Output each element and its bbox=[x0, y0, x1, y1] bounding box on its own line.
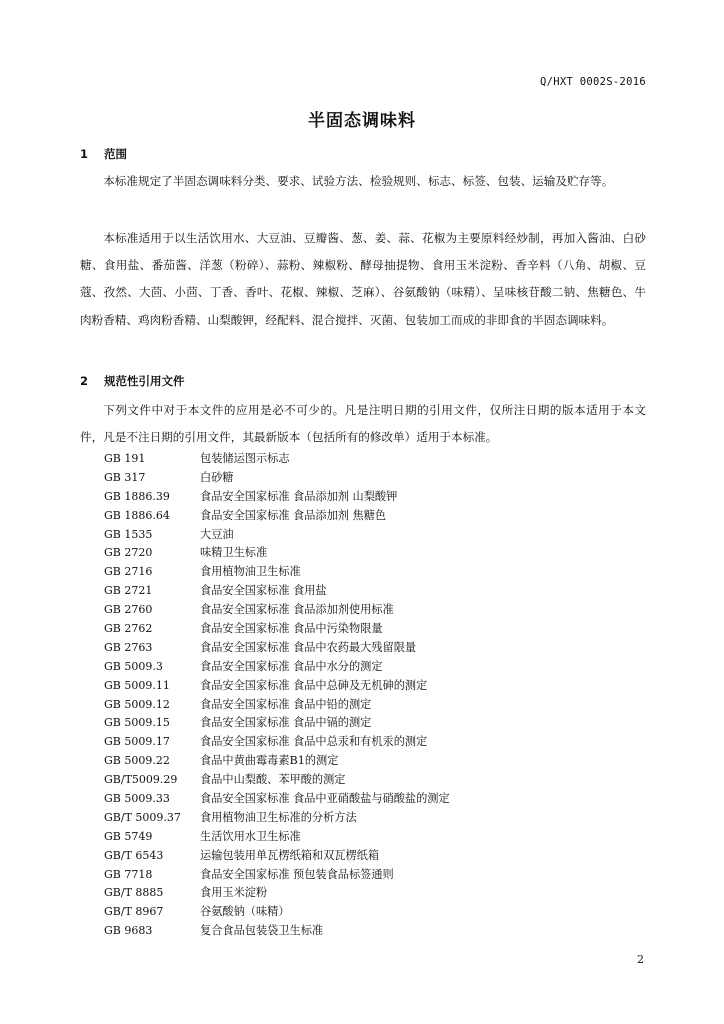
reference-name: 食品安全国家标准 食品中总砷及无机砷的测定 bbox=[200, 678, 428, 692]
reference-item bbox=[104, 563, 644, 582]
reference-code: GB 5009.15 bbox=[104, 716, 170, 730]
reference-name: 食品安全国家标准 食品中镉的测定 bbox=[200, 716, 372, 730]
reference-name: 白砂糖 bbox=[200, 470, 234, 484]
reference-item bbox=[104, 450, 644, 469]
reference-code: GB/T 6543 bbox=[104, 848, 164, 862]
reference-code: GB 7718 bbox=[104, 867, 153, 881]
reference-item bbox=[104, 866, 644, 885]
reference-code: GB/T5009.29 bbox=[104, 773, 178, 787]
reference-name: 食品安全国家标准 食品添加剂 焦糖色 bbox=[200, 508, 387, 522]
reference-name: 食品安全国家标准 食品添加剂使用标准 bbox=[200, 603, 394, 617]
section-1-paragraph-2: 本标准适用于以生活饮用水、大豆油、豆瓣酱、葱、姜、蒜、花椒为主要原料经炒制，再加入酱油、白砂糖、食用盐、番茄酱、洋葱（粉碎）、蒜粉、辣椒粉、酵母抽提物、食用玉米淀粉、香辛料（八角、胡椒、豆蔻、孜然、大茴、小茴、丁香、香叶、花椒、辣椒、芝麻）、谷氨酸钠（味精）、呈味核苷酸二钠、焦糖色、牛肉粉香精、鸡肉粉香精、山梨酸钾，经配料、混合搅拌、灭菌、包装加工而成的非即食的半固态调味料。 bbox=[80, 231, 646, 327]
reference-item bbox=[104, 526, 644, 545]
reference-item bbox=[104, 658, 644, 677]
reference-name: 味精卫生标准 bbox=[200, 546, 268, 560]
reference-item bbox=[104, 828, 644, 847]
reference-code: GB 5009.11 bbox=[104, 678, 170, 692]
reference-code: GB 2716 bbox=[104, 565, 153, 579]
standard-code: Q/HXT 0002S-2016 bbox=[540, 76, 646, 88]
reference-item bbox=[104, 847, 644, 866]
document-title: 半固态调味料 bbox=[308, 111, 416, 131]
reference-name: 复合食品包装袋卫生标准 bbox=[200, 924, 324, 938]
reference-name: 谷氨酸钠（味精） bbox=[200, 905, 290, 919]
reference-name: 食用植物油卫生标准 bbox=[200, 565, 301, 579]
reference-code: GB 5009.17 bbox=[104, 735, 170, 749]
reference-name: 食品中黄曲霉毒素B1的测定 bbox=[200, 754, 339, 768]
reference-code: GB 2720 bbox=[104, 546, 153, 560]
section-2-number: 2 bbox=[80, 374, 89, 388]
reference-item bbox=[104, 507, 644, 526]
reference-code: GB 5009.33 bbox=[104, 792, 170, 806]
section-2-paragraph: 下列文件中对于本文件的应用是必不可少的。凡是注明日期的引用文件，仅所注日期的版本适用于本文件，凡是不注日期的引用文件，其最新版本（包括所有的修改单）适用于本标准。 bbox=[80, 403, 646, 445]
reference-code: GB 1535 bbox=[104, 527, 153, 541]
reference-item bbox=[104, 714, 644, 733]
reference-code: GB 5009.12 bbox=[104, 697, 170, 711]
section-2-heading bbox=[80, 373, 185, 389]
reference-code: GB 2762 bbox=[104, 622, 153, 636]
reference-code: GB 5749 bbox=[104, 829, 153, 843]
reference-code: GB 5009.22 bbox=[104, 754, 170, 768]
reference-code: GB 5009.3 bbox=[104, 659, 163, 673]
reference-name: 大豆油 bbox=[200, 527, 234, 541]
reference-item bbox=[104, 733, 644, 752]
reference-code: GB 317 bbox=[104, 470, 146, 484]
reference-code: GB 191 bbox=[104, 452, 146, 465]
reference-code: GB 9683 bbox=[104, 924, 153, 938]
reference-item bbox=[104, 884, 644, 903]
reference-name: 食用植物油卫生标准的分析方法 bbox=[200, 810, 357, 824]
reference-code: GB/T 8967 bbox=[104, 905, 164, 919]
reference-name: 食品中山梨酸、苯甲酸的测定 bbox=[200, 773, 346, 787]
reference-name: 包装储运图示标志 bbox=[200, 452, 290, 465]
reference-name: 食品安全国家标准 食用盐 bbox=[200, 584, 327, 598]
reference-code: GB/T 5009.37 bbox=[104, 810, 181, 824]
reference-name: 食品安全国家标准 食品中亚硝酸盐与硝酸盐的测定 bbox=[200, 792, 450, 806]
reference-name: 食品安全国家标准 预包装食品标签通则 bbox=[200, 867, 394, 881]
reference-item bbox=[104, 771, 644, 790]
reference-item bbox=[104, 544, 644, 563]
page-number: 2 bbox=[637, 953, 644, 966]
reference-item bbox=[104, 903, 644, 922]
reference-item bbox=[104, 677, 644, 696]
reference-name: 食用玉米淀粉 bbox=[200, 886, 268, 900]
reference-code: GB/T 8885 bbox=[104, 886, 164, 900]
reference-code: GB 2760 bbox=[104, 603, 153, 617]
reference-code: GB 2721 bbox=[104, 584, 153, 598]
reference-item bbox=[104, 469, 644, 488]
reference-item bbox=[104, 809, 644, 828]
section-1-paragraph-1: 本标准规定了半固态调味料分类、要求、试验方法、检验规则、标志、标签、包装、运输及贮存等。 bbox=[103, 174, 614, 188]
reference-code: GB 2763 bbox=[104, 640, 153, 654]
section-2-title: 规范性引用文件 bbox=[104, 374, 185, 388]
reference-name: 食品安全国家标准 食品中农药最大残留限量 bbox=[200, 640, 417, 654]
reference-name: 运输包装用单瓦楞纸箱和双瓦楞纸箱 bbox=[200, 848, 380, 862]
reference-item bbox=[104, 696, 644, 715]
reference-code: GB 1886.39 bbox=[104, 489, 170, 503]
reference-name: 生活饮用水卫生标准 bbox=[200, 829, 301, 843]
reference-item bbox=[104, 488, 644, 507]
reference-item bbox=[104, 582, 644, 601]
section-1-number: 1 bbox=[80, 147, 89, 161]
reference-item bbox=[104, 752, 644, 771]
reference-name: 食品安全国家标准 食品添加剂 山梨酸钾 bbox=[200, 489, 398, 503]
reference-item bbox=[104, 639, 644, 658]
section-1-heading bbox=[80, 146, 127, 162]
reference-name: 食品安全国家标准 食品中水分的测定 bbox=[200, 659, 383, 673]
reference-item bbox=[104, 601, 644, 620]
reference-code: GB 1886.64 bbox=[104, 508, 170, 522]
reference-name: 食品安全国家标准 食品中总汞和有机汞的测定 bbox=[200, 735, 428, 749]
reference-name: 食品安全国家标准 食品中污染物限量 bbox=[200, 622, 383, 636]
section-1-title: 范围 bbox=[104, 147, 128, 161]
reference-item bbox=[104, 790, 644, 809]
reference-item bbox=[104, 922, 644, 941]
reference-item bbox=[104, 620, 644, 639]
reference-list bbox=[104, 450, 644, 941]
reference-name: 食品安全国家标准 食品中铅的测定 bbox=[200, 697, 372, 711]
